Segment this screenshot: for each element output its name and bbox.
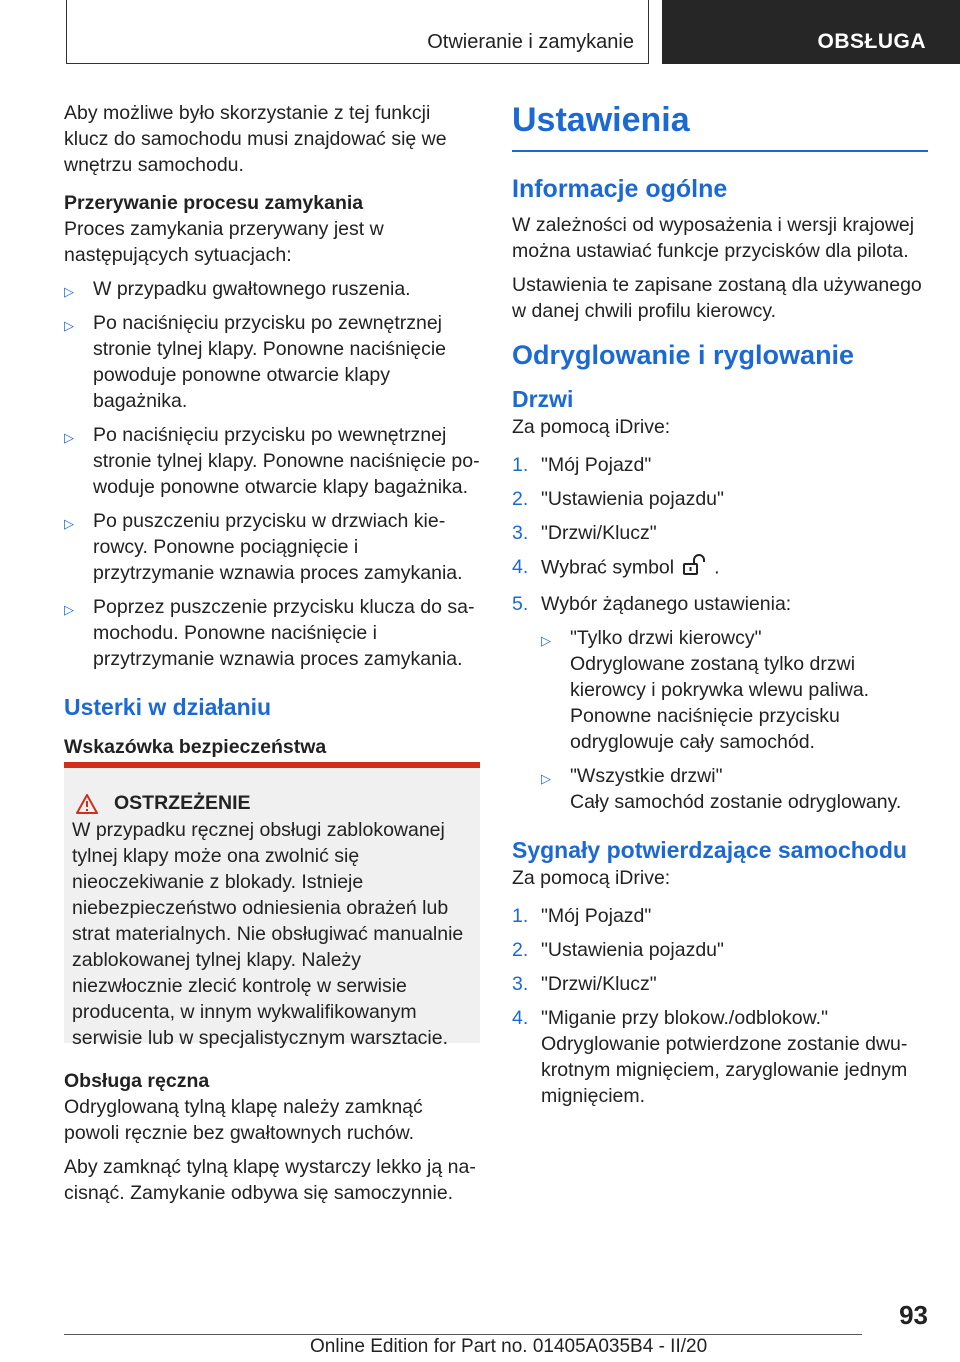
list-item: ▷ W przypadku gwałtownego ruszenia. — [64, 276, 480, 302]
list-item: ▷ "Wszystkie drzwi" Cały samochód zostanie odryglowany. — [541, 765, 902, 813]
right-column — [512, 100, 928, 1117]
manual-paragraph-2: Aby zamknąć tylną klapę wystarczy lekko ją nacisnąć. Zamykanie odbywa się samoczynnie. — [64, 1156, 476, 1204]
triangle-bullet-icon: ▷ — [541, 633, 551, 648]
signals-steps — [512, 903, 928, 1109]
triangle-bullet-icon: ▷ — [64, 430, 74, 445]
warning-box — [64, 762, 480, 1049]
doors-intro: Za pomocą iDrive: — [512, 416, 671, 438]
list-item: 3. "Drzwi/Klucz" — [512, 973, 657, 995]
list-item: ▷ Poprzez puszczenie przycisku klucza do samochodu. Ponowne naciśnięcie i przytrzymanie wznawia proces zamykania. — [64, 596, 475, 670]
signals-heading: Sygnały potwierdzające samochodu — [512, 837, 907, 863]
page-number: 93 — [899, 1300, 928, 1330]
interrupt-list — [64, 276, 480, 672]
list-item: ▷ Po naciśnięciu przycisku po wewnętrznej stronie tylnej klapy. Ponowne naciśnięcie powoduje ponowne otwarcie klapy bagażnika. — [64, 424, 480, 498]
list-item: 5. Wybór żądanego ustawienia: — [512, 593, 792, 615]
intro-paragraph: Aby możliwe było skorzystanie z tej funkcji klucz do samochodu musi znajdować się we wnętrzu samochodu. — [64, 102, 447, 176]
doors-options — [512, 625, 928, 815]
list-item: 4. "Miganie przy blokow./odblokow." Odryglowanie potwierdzone zostanie dwukrotnym mignięciem, zaryglowanie jednym mignięciem. — [512, 1007, 908, 1107]
header-section-tab — [66, 0, 649, 64]
triangle-bullet-icon: ▷ — [541, 771, 551, 786]
header-section-title: Otwieranie i zamykanie — [427, 31, 634, 53]
triangle-bullet-icon: ▷ — [64, 318, 74, 333]
manual-section — [64, 1068, 480, 1214]
warning-title: OSTRZEŻENIE — [114, 792, 251, 814]
footer-edition: Online Edition for Part no. 01405A035B4 - II/20 — [310, 1336, 708, 1357]
manual-paragraph-1: Odryglowaną tylną klapę należy zamknąć powoli ręcznie bez gwałtownych ruchów. — [64, 1096, 423, 1144]
list-item: ▷ Po naciśnięciu przycisku po zewnętrznej stronie tylnej klapy. Ponowne naciśnięcie powoduje ponowne otwarcie klapy bagażnika. — [64, 312, 446, 412]
triangle-bullet-icon: ▷ — [64, 516, 74, 531]
signals-intro: Za pomocą iDrive: — [512, 867, 671, 889]
interrupt-heading: Przerywanie procesu zamykania — [64, 192, 364, 214]
list-item: 2. "Ustawienia pojazdu" — [512, 488, 724, 510]
list-item: ▷ Po puszczeniu przycisku w drzwiach kierowcy. Ponowne pociągnięcie i przytrzymanie wznawia proces zamykania. — [64, 510, 463, 584]
left-column — [64, 100, 480, 760]
general-heading: Informacje ogólne — [512, 175, 728, 203]
signals-description: Odryglowanie potwierdzone zostanie dwukrotnym mignięciem, zaryglowanie jednym mignięciem. — [541, 1033, 908, 1107]
list-item: 3. "Drzwi/Klucz" — [512, 522, 657, 544]
safety-heading: Wskazówka bezpieczeństwa — [64, 736, 327, 758]
list-item: 2. "Ustawienia pojazdu" — [512, 939, 724, 961]
footer-divider — [64, 1334, 862, 1335]
triangle-bullet-icon: ▷ — [64, 602, 74, 617]
doors-steps — [512, 452, 928, 617]
warning-header — [72, 792, 472, 815]
general-paragraph-1: W zależności od wyposażenia i wersji krajowej można ustawiać funkcje przycisków dla pilota. — [512, 214, 915, 262]
triangle-bullet-icon: ▷ — [64, 284, 74, 299]
unlock-symbol-icon — [680, 554, 708, 583]
header-chapter-title: OBSŁUGA — [817, 30, 926, 53]
list-item: 1. "Mój Pojazd" — [512, 454, 652, 476]
doors-heading: Drzwi — [512, 386, 574, 412]
list-item: 4. Wybrać symbol . — [512, 554, 928, 583]
list-item: 1. "Mój Pojazd" — [512, 905, 652, 927]
warning-text: W przypadku ręcznej obsługi zablokowanej tylnej klapy może ona zwolnić się nieoczekiwanie z blokady. Istnieje niebezpieczeństwo odniesienia obrażeń lub strat materialnych. Nie obsługiwać manualnie zablokowanej tylnej klapy. Należy niezwłocznie zlecić kontrolę w serwisie producenta, w innym wykwalifikowanym serwisie lub w specjalistycznym warsztacie. — [72, 819, 464, 1049]
manual-heading: Obsługa ręczna — [64, 1070, 210, 1092]
general-paragraph-2: Ustawienia te zapisane zostaną dla używanego w danej chwili profilu kierowcy. — [512, 274, 922, 322]
interrupt-paragraph: Proces zamykania przerywany jest w następujących sytuacjach: — [64, 218, 384, 266]
settings-heading: Ustawienia — [512, 100, 928, 152]
list-item: ▷ "Tylko drzwi kierowcy" Odryglowane zostaną tylko drzwi kierowcy i pokrywka wlewu paliwa. Ponowne naciśnięcie przycisku odryglowuje cały samochód. — [541, 627, 870, 753]
warning-triangle-icon — [76, 794, 98, 814]
header-chapter-tab — [662, 0, 960, 64]
unlock-heading: Odryglowanie i ryglowanie — [512, 340, 855, 370]
faults-heading: Usterki w działaniu — [64, 694, 272, 720]
